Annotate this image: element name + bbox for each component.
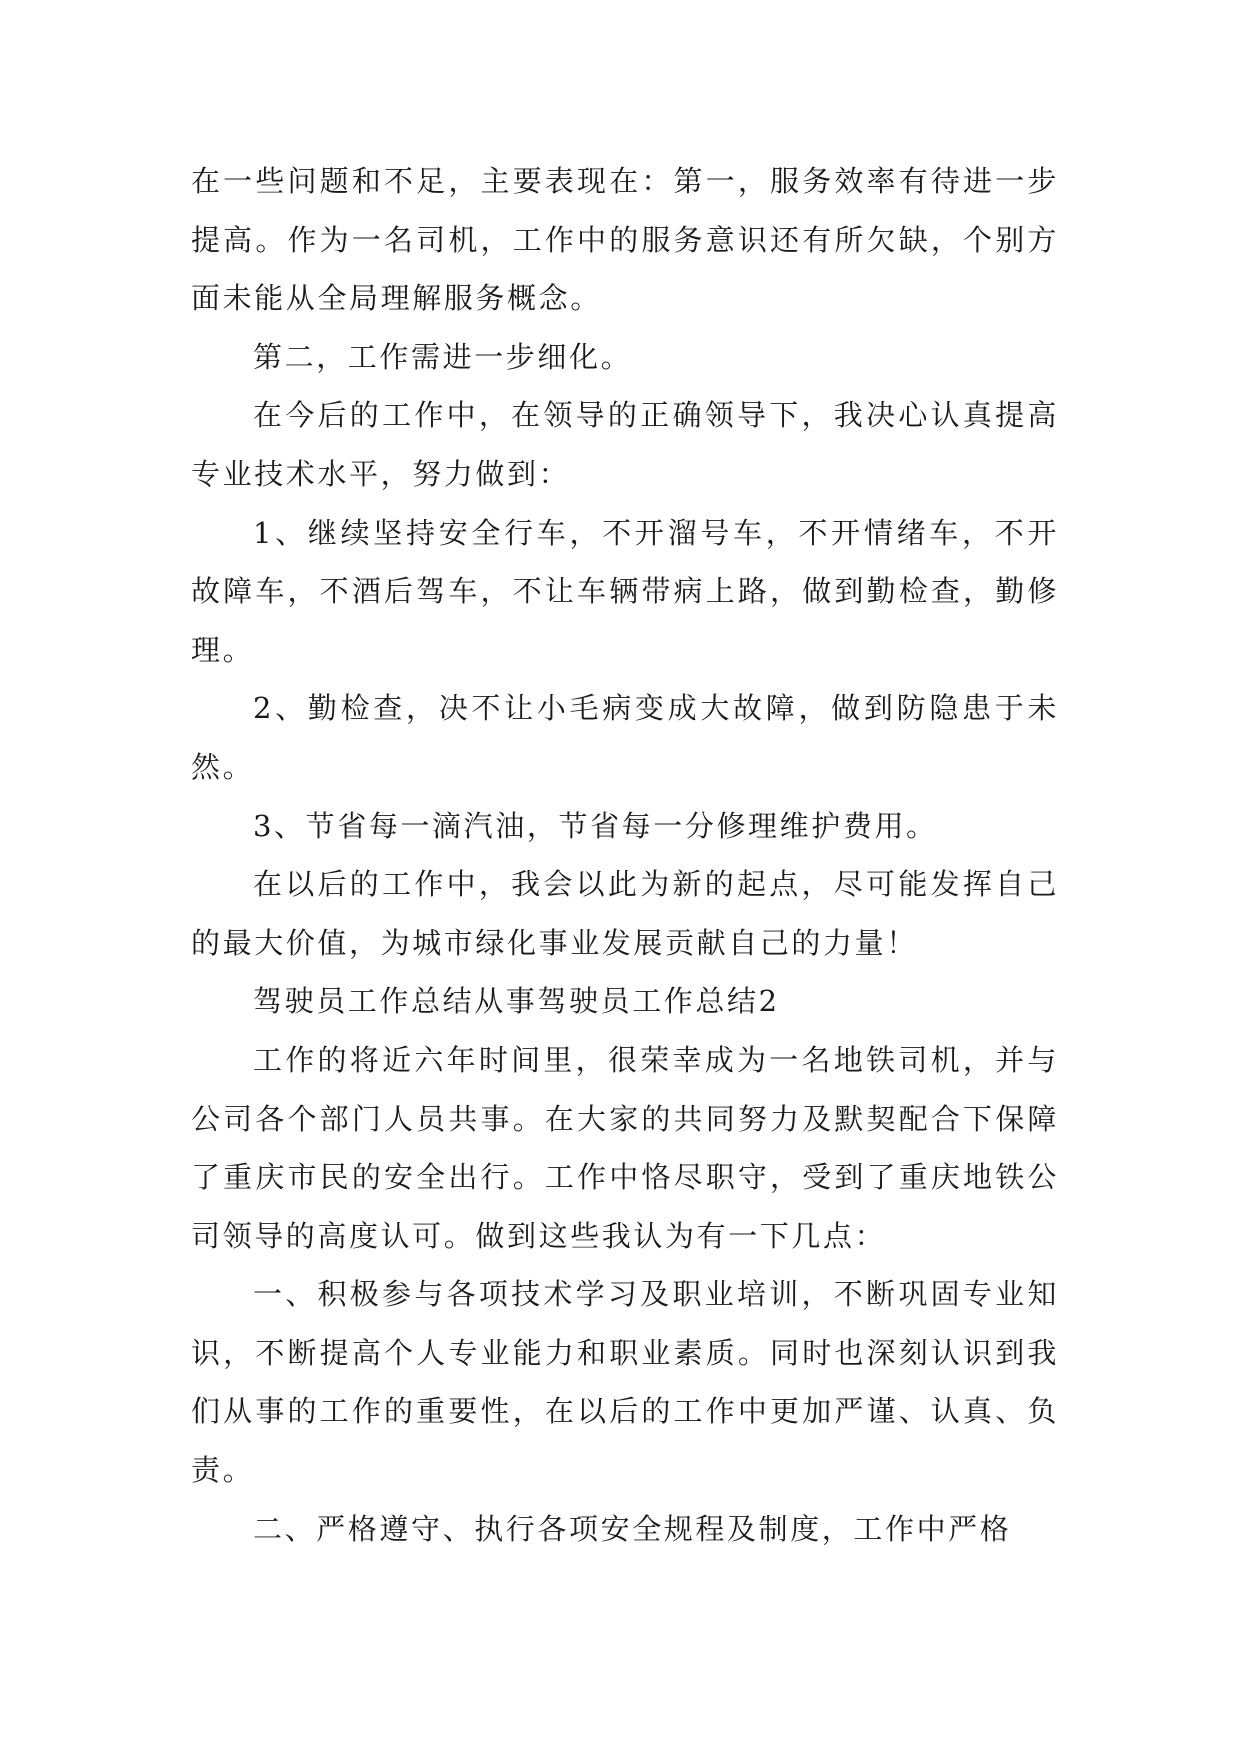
section-heading: 驾驶员工作总结从事驾驶员工作总结2: [253, 984, 780, 1019]
list-item-1: 1、继续坚持安全行车，不开溜号车，不开情绪车，不开故障车，不酒后驾车，不让车辆带病上路，做到勤检查，勤修理。: [191, 515, 1059, 667]
document-body: [191, 152, 1059, 1558]
paragraph: 一、积极参与各项技术学习及职业培训，不断巩固专业知识，不断提高个人专业能力和职业素质。同时也深刻认识到我们从事的工作的重要性，在以后的工作中更加严谨、认真、负责。: [191, 1277, 1059, 1488]
paragraph: 在以后的工作中，我会以此为新的起点，尽可能发挥自己的最大价值，为城市绿化事业发展贡献自己的力量！: [191, 867, 1059, 960]
paragraph: 二、严格遵守、执行各项安全规程及制度，工作中严格: [253, 1511, 1012, 1546]
paragraph: 在一些问题和不足，主要表现在：第一，服务效率有待进一步提高。作为一名司机，工作中的服务意识还有所欠缺，个别方面未能从全局理解服务概念。: [191, 164, 1059, 316]
paragraph: 工作的将近六年时间里，很荣幸成为一名地铁司机，并与公司各个部门人员共事。在大家的共同努力及默契配合下保障了重庆市民的安全出行。工作中恪尽职守，受到了重庆地铁公司领导的高度认可。做到这些我认为有一下几点：: [191, 1042, 1059, 1253]
paragraph: 在今后的工作中，在领导的正确领导下，我决心认真提高专业技术水平，努力做到：: [191, 398, 1059, 491]
paragraph: 第二，工作需进一步细化。: [253, 339, 633, 374]
list-item-3: 3、节省每一滴汽油，节省每一分修理维护费用。: [253, 808, 938, 843]
list-item-2: 2、勤检查，决不让小毛病变成大故障，做到防隐患于未然。: [191, 691, 1059, 784]
